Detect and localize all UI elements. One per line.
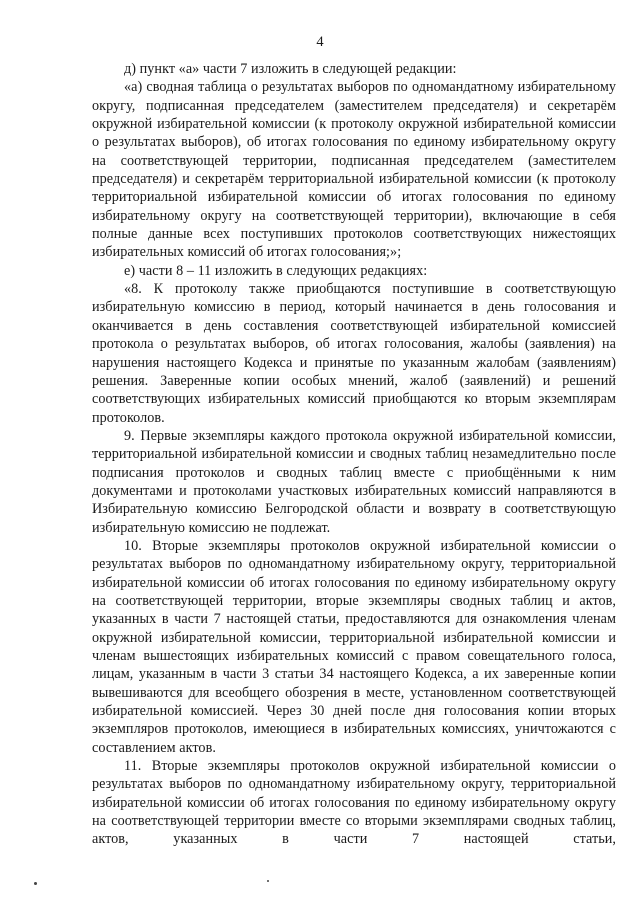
paragraph-amendment-e: е) части 8 – 11 изложить в следующих редакциях: bbox=[124, 262, 428, 279]
paragraph-part-11: 11. Вторые экземпляры протоколов окружной избирательной комиссии о результатах выборов по одномандатному избирательному округу, территориальной избирательной комиссии об итогах голосования по единому избирательному округу на соответствующей территории вместе со вторыми экземплярами сводных таблиц, актов, указанных в части 7 настоящей статьи, bbox=[92, 758, 616, 848]
paragraph-item-a: «а) сводная таблица о результатах выборов по одномандатному избирательному округу, подписанная председателем (заместителем председателя) и секретарём окружной избирательной комиссии (к протоколу окружной избирательной комиссии о результатах выборов), об итогах голосования по единому избирательному округу на соответствующей территории, подписанная председателем (заместителем председателя) и секретарём территориальной избирательной комиссии (к протоколу территориальной избирательной комиссии об итогах голосования по единому избирательному округу на соответствующей территории), включающие в себя полные данные всех поступивших протоколов соответствующих нижестоящих избирательных комиссий об итогах голосования;»; bbox=[92, 79, 616, 261]
paragraph-part-9: 9. Первые экземпляры каждого протокола окружной избирательной комиссии, территориальной избирательной комиссии и сводных таблиц незамедлительно после подписания протоколов и сводных таблиц вместе с приобщёнными к ним документами и протоколами участковых избирательных комиссий направляются в Избирательную комиссию Белгородской области и возврату в соответствующую избирательную комиссию не подлежат. bbox=[92, 427, 616, 536]
paragraph-part-10: 10. Вторые экземпляры протоколов окружной избирательной комиссии о результатах выборов по одномандатному избирательному округу, территориальной избирательной комиссии об итогах голосования по единому избирательному округу на соответствующей территории, вторые экземпляры сводных таблиц и актов, указанных в части 7 настоящей статьи, предоставляются для ознакомления членам окружной избирательной комиссии, территориальной избирательной комиссии и членам вышестоящих избирательных комиссий с правом совещательного голоса, лицам, указанным в части 3 статьи 34 настоящего Кодекса, а их заверенные копии вывешиваются для всеобщего обозрения в месте, установленном соответствующей избирательной комиссией. Через 30 дней после дня голосования копии вторых экземпляров протоколов, имеющиеся в избирательных комиссиях, уничтожаются с составлением актов. bbox=[92, 537, 616, 756]
paragraph-amendment-d: д) пункт «а» части 7 изложить в следующей редакции: bbox=[124, 61, 457, 77]
scan-speck bbox=[267, 880, 269, 882]
page-number: 4 bbox=[316, 34, 324, 50]
scan-speck bbox=[34, 882, 37, 885]
paragraph-part-8: «8. К протоколу также приобщаются поступившие в соответствующую избирательную комиссию в период, который начинается в день голосования и оканчивается в день составления соответствующей избирательной комиссией протокола о результатах выборов, об итогах голосования, жалобы (заявления) на нарушения настоящего Кодекса и принятые по указанным жалобам (заявлениям) решения. Заверенные копии особых мнений, жалоб (заявлений) и решений соответствующих избирательных комиссий приобщаются ко вторым экземплярам протоколов. bbox=[92, 281, 616, 426]
document-body bbox=[92, 60, 616, 849]
